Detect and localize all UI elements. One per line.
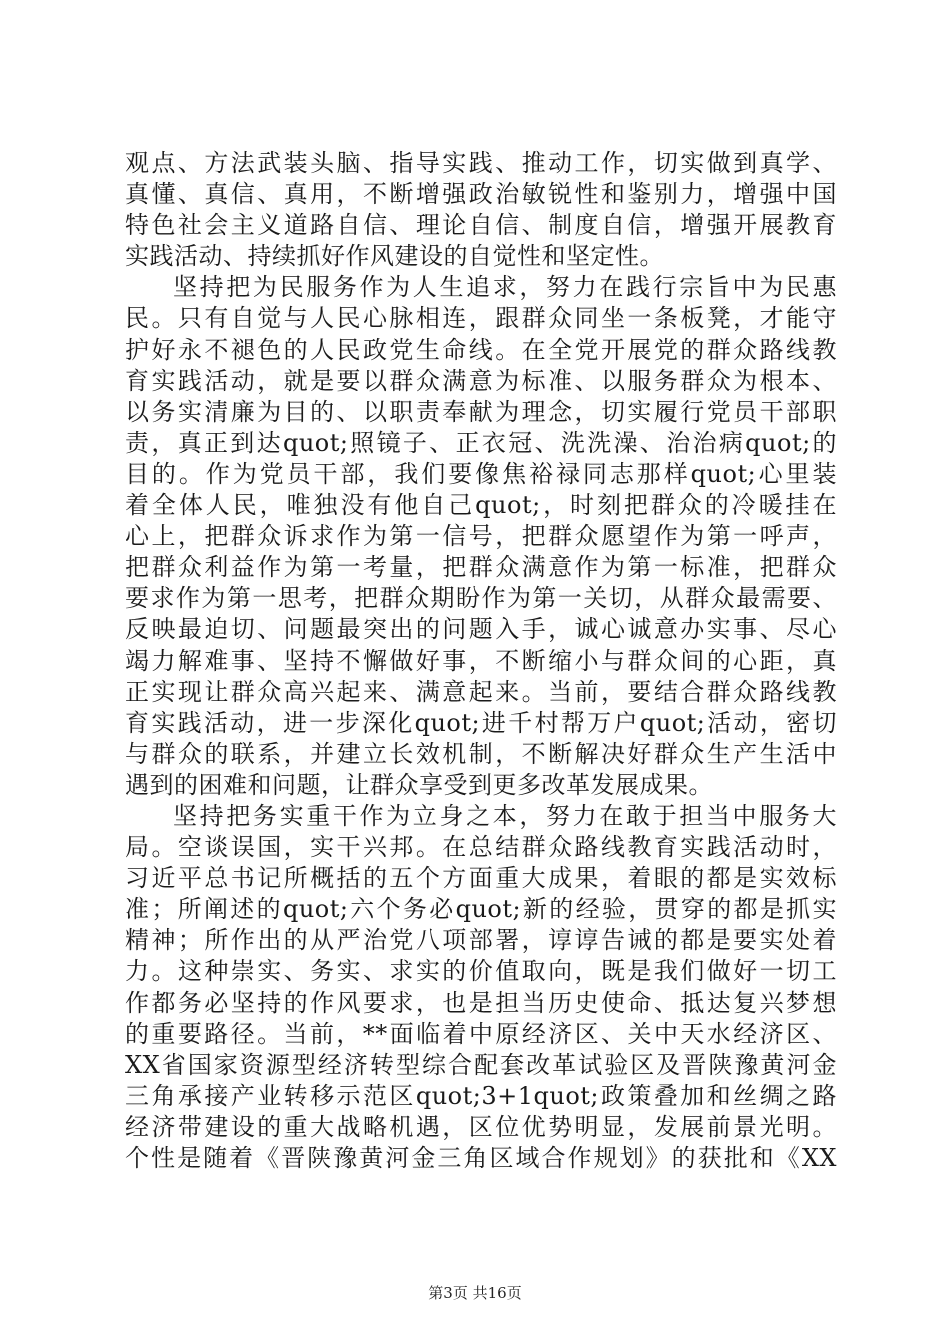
text-line: 竭力解难事、坚持不懈做好事，不断缩小与群众间的心距，真 — [125, 646, 837, 675]
text-line: 目的。作为党员干部，我们要像焦裕禄同志那样quot;心里装 — [125, 459, 837, 488]
page-number-label: 第3页 共16页 — [428, 1284, 522, 1302]
text-line: 与群众的联系，并建立长效机制，不断解决好群众生产生活中 — [125, 739, 837, 768]
document-body — [125, 148, 837, 1174]
text-line: 观点、方法武装头脑、指导实践、推动工作，切实做到真学、 — [125, 149, 837, 177]
text-line: 把群众利益作为第一考量，把群众满意作为第一标准，把群众 — [125, 553, 837, 582]
text-line: 以务实清廉为目的、以职责奉献为理念，切实履行党员干部职 — [125, 397, 837, 426]
text-line: 作都务必坚持的作风要求，也是担当历史使命、抵达复兴梦想 — [125, 988, 837, 1017]
text-line: 坚持把为民服务作为人生追求，努力在践行宗旨中为民惠 — [173, 273, 837, 302]
text-line: 经济带建设的重大战略机遇，区位优势明显，发展前景光明。 — [125, 1112, 837, 1141]
text-line: 反映最迫切、问题最突出的问题入手，诚心诚意办实事、尽心 — [125, 615, 837, 644]
text-line: 正实现让群众高兴起来、满意起来。当前，要结合群众路线教 — [125, 677, 837, 706]
text-line: 精神；所作出的从严治党八项部署，谆谆告诫的都是要实处着 — [125, 926, 837, 955]
text-line: 局。空谈误国，实干兴邦。在总结群众路线教育实践活动时， — [125, 833, 837, 862]
text-line: 心上，把群众诉求作为第一信号，把群众愿望作为第一呼声， — [125, 522, 837, 551]
text-line: 护好永不褪色的人民政党生命线。在全党开展党的群众路线教 — [125, 335, 837, 364]
page-footer — [0, 1283, 950, 1303]
text-line: 要求作为第一思考，把群众期盼作为第一关切，从群众最需要、 — [125, 584, 837, 613]
text-line: 真懂、真信、真用，不断增强政治敏锐性和鉴别力，增强中国 — [125, 180, 837, 209]
text-line: 民。只有自觉与人民心脉相连，跟群众同坐一条板凳，才能守 — [125, 304, 837, 333]
text-line: 坚持把务实重干作为立身之本，努力在敢于担当中服务大 — [173, 801, 837, 830]
text-line: 特色社会主义道路自信、理论自信、制度自信，增强开展教育 — [125, 211, 837, 240]
text-line: 育实践活动，就是要以群众满意为标准、以服务群众为根本、 — [125, 366, 837, 395]
text-line: 个性是随着《晋陕豫黄河金三角区域合作规划》的获批和《XX — [125, 1144, 837, 1172]
text-line: 遇到的困难和问题，让群众享受到更多改革发展成果。 — [125, 770, 713, 799]
text-line: 责，真正到达quot;照镜子、正衣冠、洗洗澡、治治病quot;的 — [125, 428, 837, 457]
text-line: 着全体人民，唯独没有他自己quot;，时刻把群众的冷暖挂在 — [125, 491, 837, 520]
text-line: 三角承接产业转移示范区quot;3+1quot;政策叠加和丝绸之路 — [125, 1081, 837, 1110]
text-line: 习近平总书记所概括的五个方面重大成果，着眼的都是实效标 — [125, 864, 837, 893]
text-line: 育实践活动，进一步深化quot;进千村帮万户quot;活动，密切 — [125, 708, 837, 737]
text-line: 的重要路径。当前，**面临着中原经济区、关中天水经济区、 — [125, 1019, 837, 1048]
text-line: 准；所阐述的quot;六个务必quot;新的经验，贯穿的都是抓实 — [125, 895, 837, 924]
text-line: XX省国家资源型经济转型综合配套改革试验区及晋陕豫黄河金 — [125, 1050, 837, 1079]
text-line: 力。这种崇实、务实、求实的价值取向，既是我们做好一切工 — [125, 957, 837, 986]
text-line: 实践活动、持续抓好作风建设的自觉性和坚定性。 — [125, 242, 664, 271]
